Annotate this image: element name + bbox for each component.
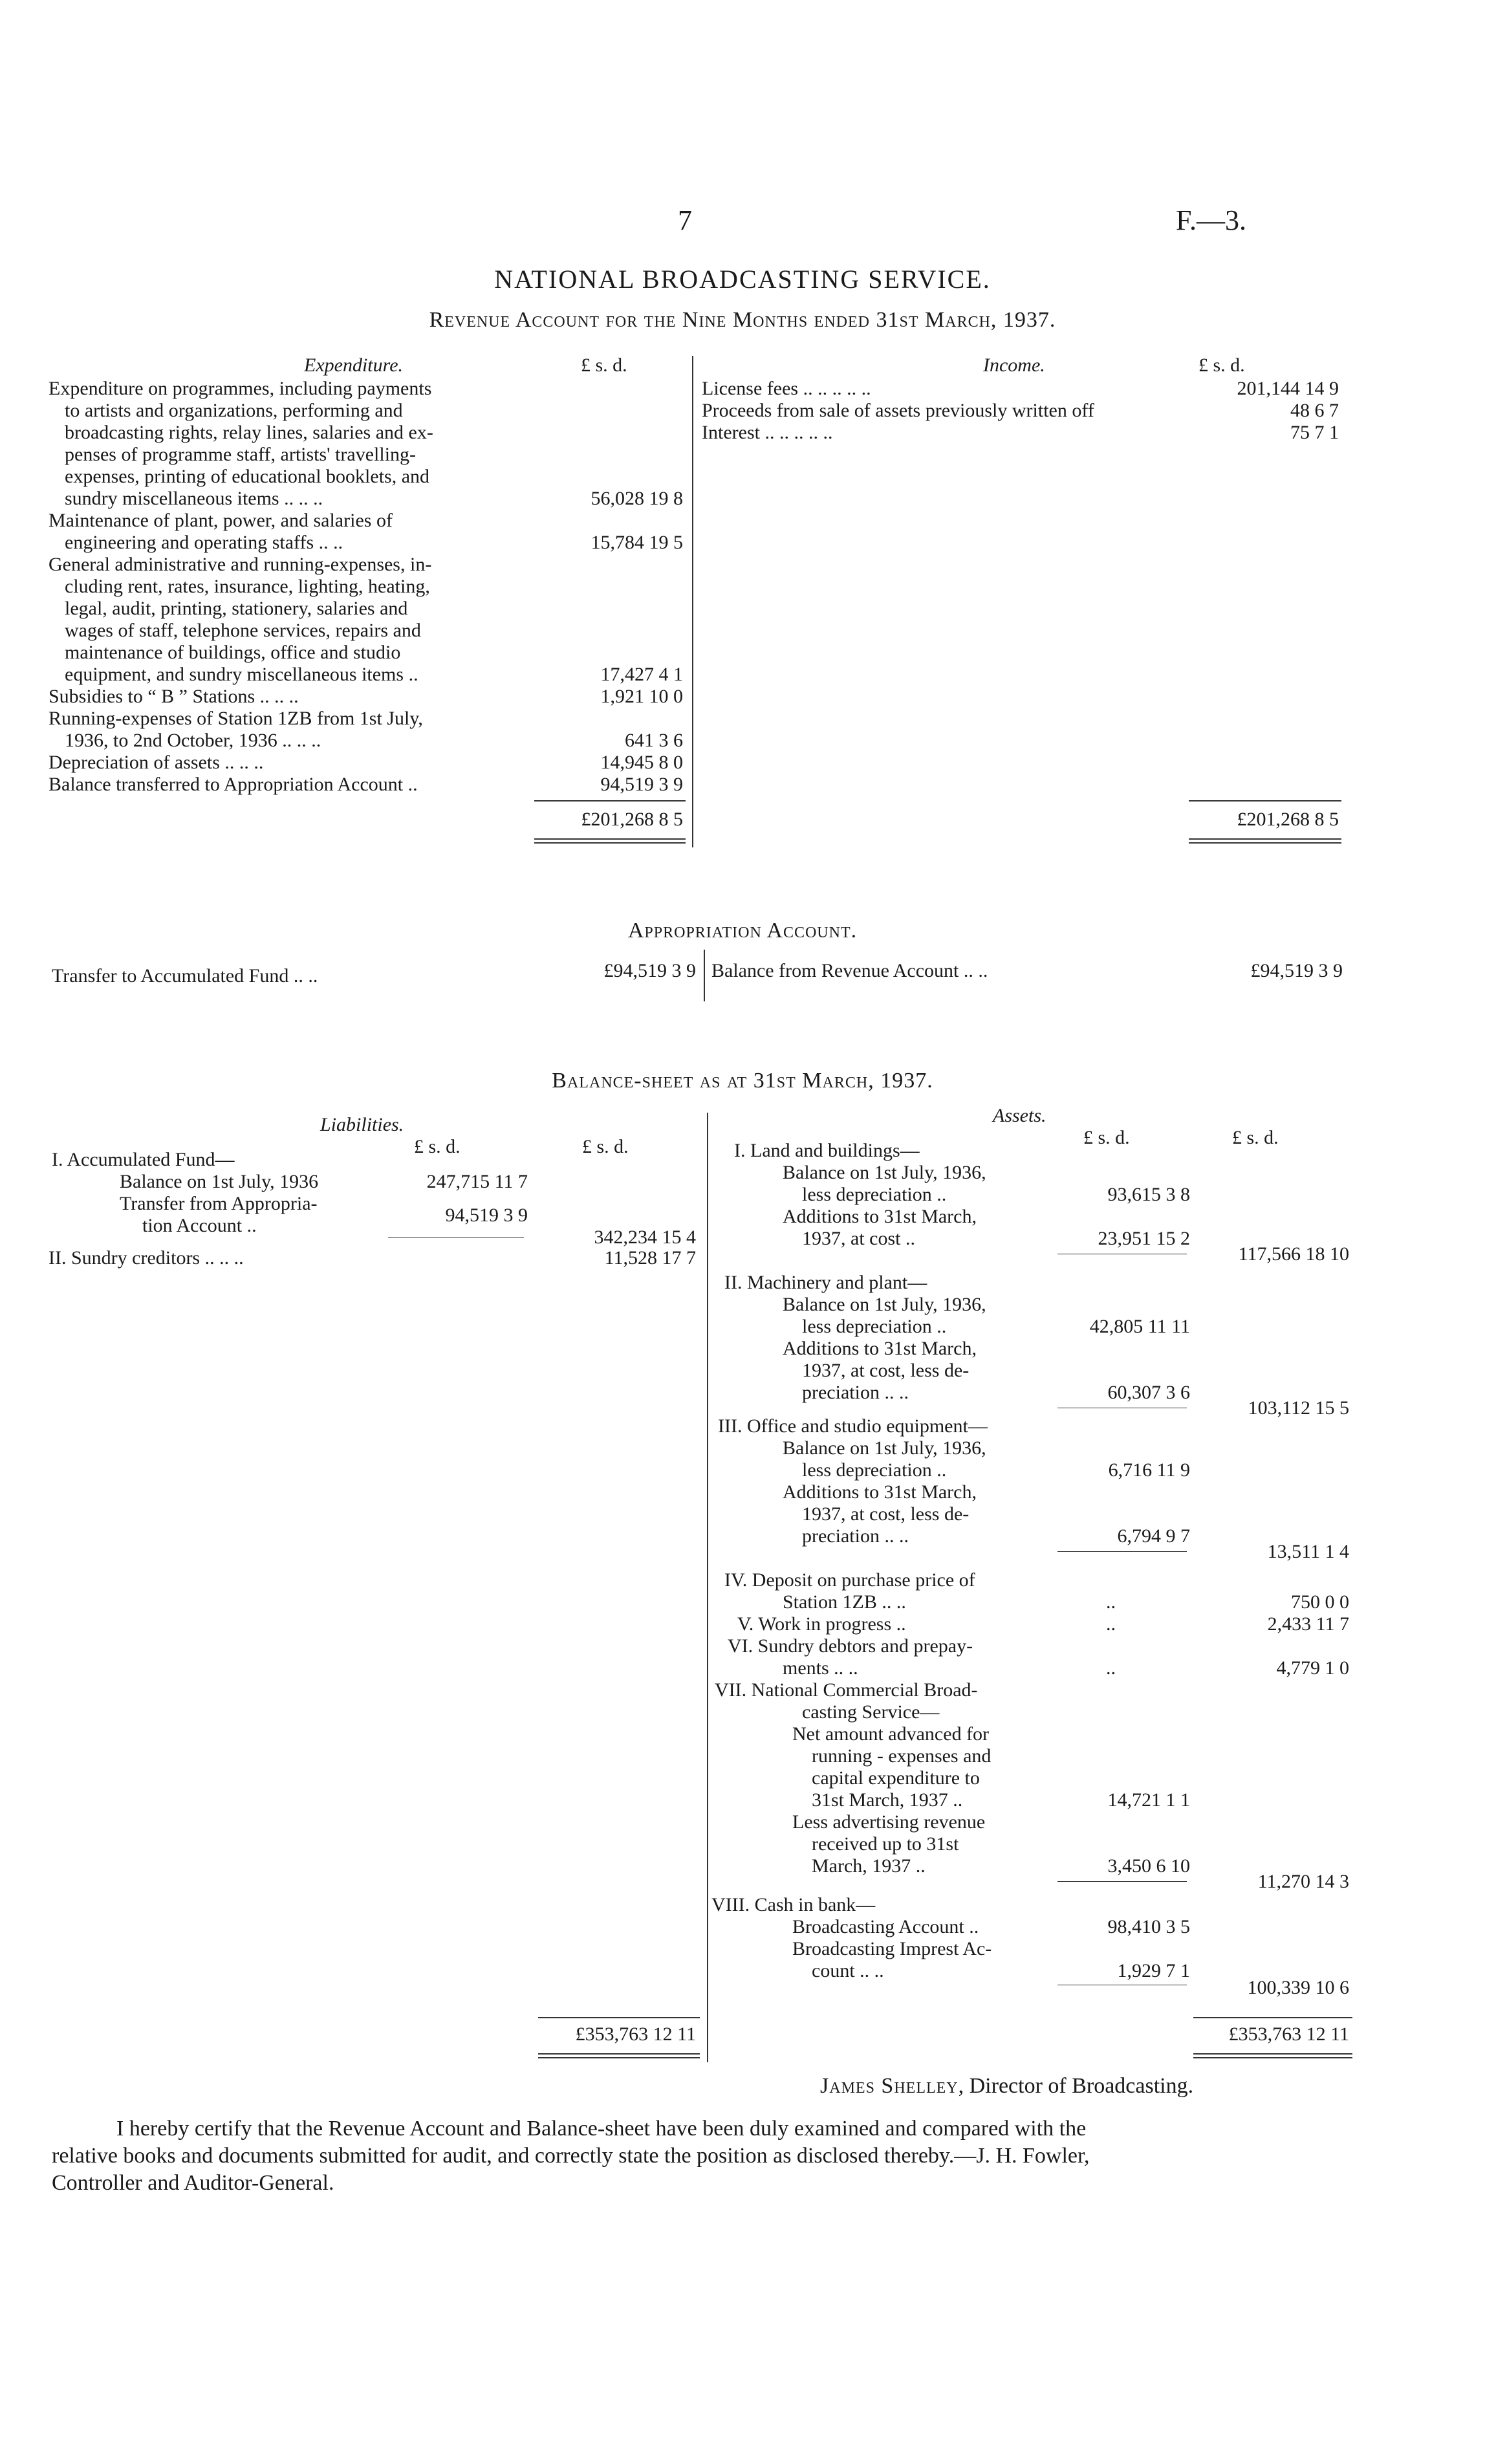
office-equipment-title: III. Office and studio equipment—: [718, 1415, 988, 1437]
cash-in-bank-line: Broadcasting Account ..: [792, 1916, 979, 1937]
land-buildings-amount: 93,615 3 8: [1107, 1184, 1190, 1205]
expenditure-line: General administrative and running-expenses, in-: [49, 554, 432, 575]
sundry-debtors-total: 4,779 1 0: [1276, 1657, 1349, 1679]
appropriation-credit-amount: £94,519 3 9: [1250, 960, 1343, 981]
assets-label: Assets.: [993, 1105, 1046, 1126]
assets-total-rule: [1193, 2017, 1352, 2018]
income-total-double-rule: [1189, 838, 1341, 844]
expenditure-total-rule: [534, 800, 686, 801]
office-equipment-line: 1937, at cost, less de-: [802, 1503, 970, 1525]
expenditure-line: Running-expenses of Station 1ZB from 1st July,: [49, 708, 423, 729]
expenditure-line: engineering and operating staffs .. ..: [65, 532, 343, 553]
certification-line: relative books and documents submitted for audit, and correctly state the position as disclosed thereby.—J. H. Fowler,: [52, 2144, 1090, 2168]
appropriation-credit-label: Balance from Revenue Account .. ..: [711, 960, 988, 981]
ncbs-line: received up to 31st: [812, 1833, 959, 1855]
income-column-header: £ s. d.: [1198, 354, 1245, 376]
work-in-progress-line: V. Work in progress ..: [737, 1613, 906, 1635]
ncbs-line: capital expenditure to: [812, 1767, 980, 1789]
deposit-total: 750 0 0: [1291, 1591, 1349, 1613]
income-total-rule: [1189, 800, 1341, 801]
cash-in-bank-total: 100,339 10 6: [1247, 1977, 1349, 1998]
deposit-line: Station 1ZB .. ..: [783, 1591, 906, 1613]
machinery-line: 1937, at cost, less de-: [802, 1360, 970, 1381]
ncbs-title: casting Service—: [802, 1701, 940, 1723]
expenditure-column-header: £ s. d.: [581, 354, 627, 376]
sundry-debtors-line: VI. Sundry debtors and prepay-: [728, 1635, 973, 1657]
expenditure-line: broadcasting rights, relay lines, salaries and ex-: [65, 422, 433, 443]
accumulated-fund-line: Balance on 1st July, 1936: [120, 1171, 319, 1192]
ncbs-total: 11,270 14 3: [1257, 1871, 1349, 1892]
balance-sheet-heading: Balance-sheet as at 31st March, 1937.: [552, 1069, 933, 1093]
machinery-line: preciation .. ..: [802, 1382, 909, 1403]
office-equipment-amount: 6,794 9 7: [1117, 1525, 1190, 1547]
office-equipment-line: Additions to 31st March,: [783, 1481, 977, 1503]
work-in-progress-dots: ..: [1106, 1613, 1116, 1635]
income-line: Interest .. .. .. .. ..: [702, 422, 833, 443]
deposit-dots: ..: [1106, 1591, 1116, 1613]
revenue-account-heading: Revenue Account for the Nine Months ended 31st March, 1937.: [429, 308, 1056, 332]
expenditure-amount: 641 3 6: [625, 730, 683, 751]
land-buildings-line: 1937, at cost ..: [802, 1228, 915, 1249]
expenditure-line: Balance transferred to Appropriation Account ..: [49, 774, 418, 795]
income-total: £201,268 8 5: [1237, 809, 1339, 830]
sundry-creditors-total: 11,528 17 7: [604, 1247, 696, 1269]
liabilities-grand-total: £353,763 12 11: [575, 2023, 696, 2045]
expenditure-line: legal, audit, printing, stationery, salaries and: [65, 598, 408, 619]
office-equipment-line: less depreciation ..: [802, 1459, 947, 1481]
expenditure-amount: 56,028 19 8: [591, 488, 683, 509]
work-in-progress-total: 2,433 11 7: [1267, 1613, 1349, 1635]
ncbs-title: VII. National Commercial Broad-: [715, 1679, 978, 1701]
page-number: 7: [678, 204, 692, 236]
revenue-divider: [692, 356, 693, 847]
machinery-total: 103,112 15 5: [1248, 1397, 1349, 1419]
liabilities-outer-column-header: £ s. d.: [582, 1136, 629, 1157]
ncbs-amount: 3,450 6 10: [1107, 1855, 1190, 1877]
ncbs-rule: [1057, 1881, 1187, 1882]
ncbs-line: Net amount advanced for: [792, 1723, 990, 1745]
expenditure-total-double-rule: [534, 838, 686, 844]
expenditure-amount: 1,921 10 0: [600, 686, 683, 707]
assets-outer-column-header: £ s. d.: [1232, 1127, 1279, 1148]
ncbs-line: Less advertising revenue: [792, 1811, 986, 1833]
ncbs-line: 31st March, 1937 ..: [812, 1789, 963, 1811]
signatory-title: , Director of Broadcasting.: [958, 2074, 1194, 2098]
expenditure-amount: 14,945 8 0: [600, 752, 683, 773]
expenditure-label: Expenditure.: [304, 354, 404, 376]
cash-in-bank-amount: 1,929 7 1: [1117, 1960, 1190, 1981]
land-buildings-line: Balance on 1st July, 1936,: [783, 1162, 986, 1183]
accumulated-fund-amount: 94,519 3 9: [445, 1205, 528, 1226]
machinery-title: II. Machinery and plant—: [724, 1272, 927, 1293]
ncbs-line: March, 1937 ..: [812, 1855, 926, 1877]
expenditure-line: penses of programme staff, artists' travelling-: [65, 444, 417, 465]
income-line: Proceeds from sale of assets previously written off: [702, 400, 1094, 421]
deposit-line: IV. Deposit on purchase price of: [724, 1569, 975, 1591]
ncbs-line: running - expenses and: [812, 1745, 992, 1767]
expenditure-amount: 15,784 19 5: [591, 532, 683, 553]
signatory-name: James Shelley: [820, 2074, 959, 2098]
sundry-debtors-line: ments .. ..: [783, 1657, 858, 1679]
accumulated-fund-line: Transfer from Appropria-: [120, 1193, 318, 1214]
machinery-line: Balance on 1st July, 1936,: [783, 1294, 986, 1315]
land-buildings-title: I. Land and buildings—: [734, 1140, 920, 1161]
machinery-line: less depreciation ..: [802, 1316, 947, 1337]
expenditure-line: equipment, and sundry miscellaneous items ..: [65, 664, 418, 685]
office-equipment-rule: [1057, 1551, 1187, 1552]
expenditure-line: sundry miscellaneous items .. .. ..: [65, 488, 323, 509]
certification-line: Controller and Auditor-General.: [52, 2171, 334, 2195]
office-equipment-line: Balance on 1st July, 1936,: [783, 1437, 986, 1459]
expenditure-line: Expenditure on programmes, including payments: [49, 378, 432, 399]
accumulated-fund-total: 342,234 15 4: [594, 1227, 696, 1248]
appropriation-divider: [704, 950, 705, 1001]
expenditure-total: £201,268 8 5: [581, 809, 683, 830]
office-equipment-amount: 6,716 11 9: [1108, 1459, 1190, 1481]
ncbs-amount: 14,721 1 1: [1107, 1789, 1190, 1811]
land-buildings-total: 117,566 18 10: [1238, 1243, 1349, 1265]
liabilities-total-rule: [538, 2017, 700, 2018]
appropriation-debit-label: Transfer to Accumulated Fund .. ..: [52, 965, 318, 987]
income-amount: 201,144 14 9: [1237, 378, 1339, 399]
cash-in-bank-title: VIII. Cash in bank—: [711, 1894, 876, 1915]
machinery-amount: 42,805 11 11: [1089, 1316, 1190, 1337]
liabilities-total-double-rule: [538, 2053, 700, 2058]
income-amount: 75 7 1: [1290, 422, 1339, 443]
appropriation-account-heading: Appropriation Account.: [627, 919, 858, 943]
expenditure-line: 1936, to 2nd October, 1936 .. .. ..: [65, 730, 321, 751]
certification-line: I hereby certify that the Revenue Account and Balance-sheet have been duly examined and compared with the: [116, 2117, 1087, 2141]
income-line: License fees .. .. .. .. ..: [702, 378, 871, 399]
page-reference: F.—3.: [1176, 204, 1246, 236]
office-equipment-total: 13,511 1 4: [1267, 1541, 1349, 1562]
expenditure-line: Maintenance of plant, power, and salaries of: [49, 510, 393, 531]
appropriation-debit-amount: £94,519 3 9: [603, 960, 696, 981]
cash-in-bank-line: Broadcasting Imprest Ac-: [792, 1938, 992, 1959]
expenditure-line: cluding rent, rates, insurance, lighting, heating,: [65, 576, 430, 597]
office-equipment-line: preciation .. ..: [802, 1525, 909, 1547]
expenditure-line: expenses, printing of educational booklets, and: [65, 466, 430, 487]
expenditure-line: wages of staff, telephone services, repairs and: [65, 620, 421, 641]
sundry-debtors-dots: ..: [1106, 1657, 1116, 1679]
cash-in-bank-line: count .. ..: [812, 1960, 884, 1981]
income-amount: 48 6 7: [1290, 400, 1339, 421]
expenditure-amount: 17,427 4 1: [600, 664, 683, 685]
liabilities-label: Liabilities.: [320, 1114, 404, 1135]
machinery-line: Additions to 31st March,: [783, 1338, 977, 1359]
cash-in-bank-amount: 98,410 3 5: [1107, 1916, 1190, 1937]
land-buildings-line: less depreciation ..: [802, 1184, 947, 1205]
expenditure-amount: 94,519 3 9: [600, 774, 683, 795]
expenditure-line: to artists and organizations, performing and: [65, 400, 403, 421]
accumulated-fund-title: I. Accumulated Fund—: [52, 1149, 235, 1170]
expenditure-line: Subsidies to “ B ” Stations .. .. ..: [49, 686, 299, 707]
liabilities-inner-column-header: £ s. d.: [414, 1136, 461, 1157]
document-title: NATIONAL BROADCASTING SERVICE.: [494, 265, 991, 294]
income-label: Income.: [983, 354, 1045, 376]
expenditure-line: maintenance of buildings, office and studio: [65, 642, 401, 663]
assets-total-double-rule: [1193, 2053, 1352, 2058]
machinery-amount: 60,307 3 6: [1107, 1382, 1190, 1403]
signature: [820, 2074, 1193, 2099]
expenditure-line: Depreciation of assets .. .. ..: [49, 752, 264, 773]
assets-grand-total: £353,763 12 11: [1228, 2023, 1349, 2045]
land-buildings-amount: 23,951 15 2: [1098, 1228, 1190, 1249]
sundry-creditors-title: II. Sundry creditors .. .. ..: [49, 1247, 244, 1269]
land-buildings-line: Additions to 31st March,: [783, 1206, 977, 1227]
accumulated-fund-line: tion Account ..: [142, 1215, 257, 1236]
accumulated-fund-amount: 247,715 11 7: [426, 1171, 528, 1192]
balance-sheet-divider: [707, 1113, 708, 2062]
assets-inner-column-header: £ s. d.: [1083, 1127, 1130, 1148]
